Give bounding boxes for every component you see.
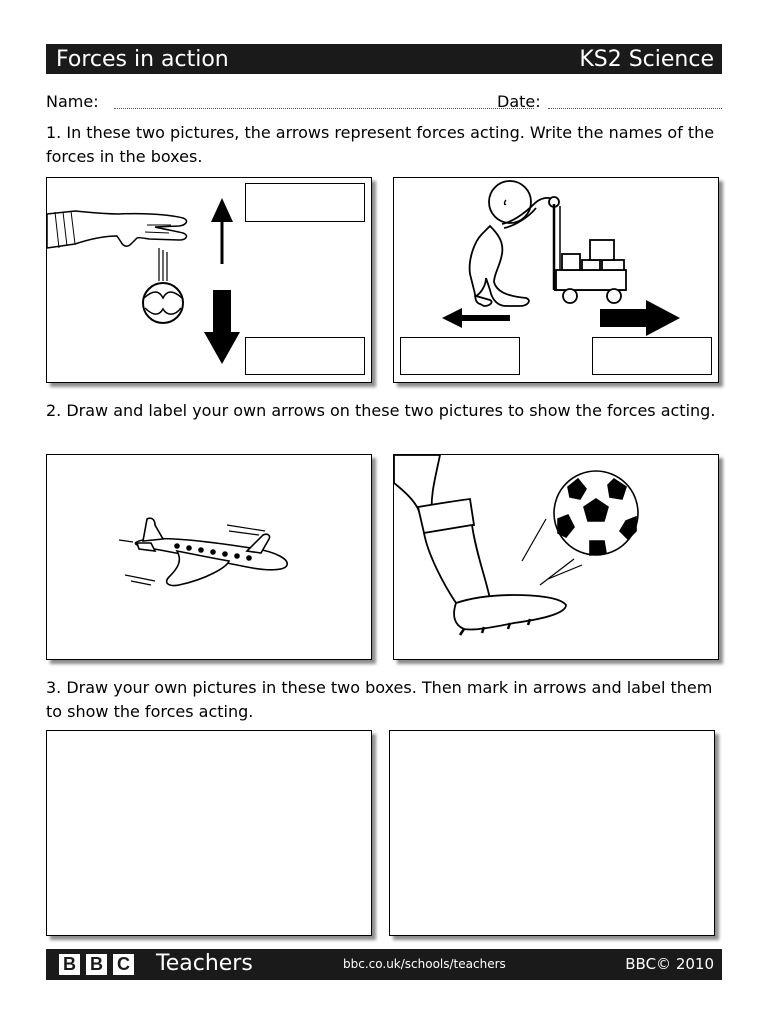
drawing-box-right[interactable] [389,730,715,936]
question-1-text: 1. In these two pictures, the arrows represent forces acting. Write the names of the forces in the boxes. [46,123,715,166]
right-arrow-icon [600,300,680,336]
football-icon [554,471,638,555]
name-field[interactable] [114,108,534,109]
question-3-text: 3. Draw your own pictures in these two boxes. Then mark in arrows and label them to show the forces acting. [46,678,713,721]
airplane-icon [119,518,287,585]
answer-box-downward-force[interactable] [245,337,365,375]
bbc-logo-letter: C [113,954,134,975]
panel-football-kick[interactable] [393,454,719,660]
name-label: Name: [46,92,99,111]
left-arrow-icon [442,308,510,328]
date-label: Date: [497,92,541,111]
up-arrow-icon [211,198,233,264]
answer-box-right-force[interactable] [592,337,712,375]
footer-brand: Teachers [156,951,253,976]
worksheet-title: Forces in action [56,46,229,72]
date-field[interactable] [548,108,722,109]
panel-ball-drop [46,177,372,383]
ball-icon [143,248,183,323]
subject-label: KS2 Science [579,46,714,72]
panel-trolley-push [393,177,719,383]
bbc-logo-letter: B [59,954,80,975]
question-2-text: 2. Draw and label your own arrows on these two pictures to show the forces acting. [46,401,716,420]
footer-bar [46,949,722,980]
answer-box-left-force[interactable] [400,337,520,375]
name-date-row [46,90,722,112]
answer-box-upward-force[interactable] [245,183,365,222]
footer-url[interactable]: bbc.co.uk/schools/teachers [343,957,506,971]
bbc-logo-letter: B [86,954,107,975]
footer-copyright: BBC© 2010 [625,955,714,973]
drawing-box-left[interactable] [46,730,372,936]
child-pushing-trolley-icon [470,181,626,306]
hand-icon [47,211,186,248]
panel-airplane[interactable] [46,454,372,660]
leg-kicking-icon [394,455,566,635]
header-bar [46,44,722,74]
down-arrow-icon [204,290,240,364]
